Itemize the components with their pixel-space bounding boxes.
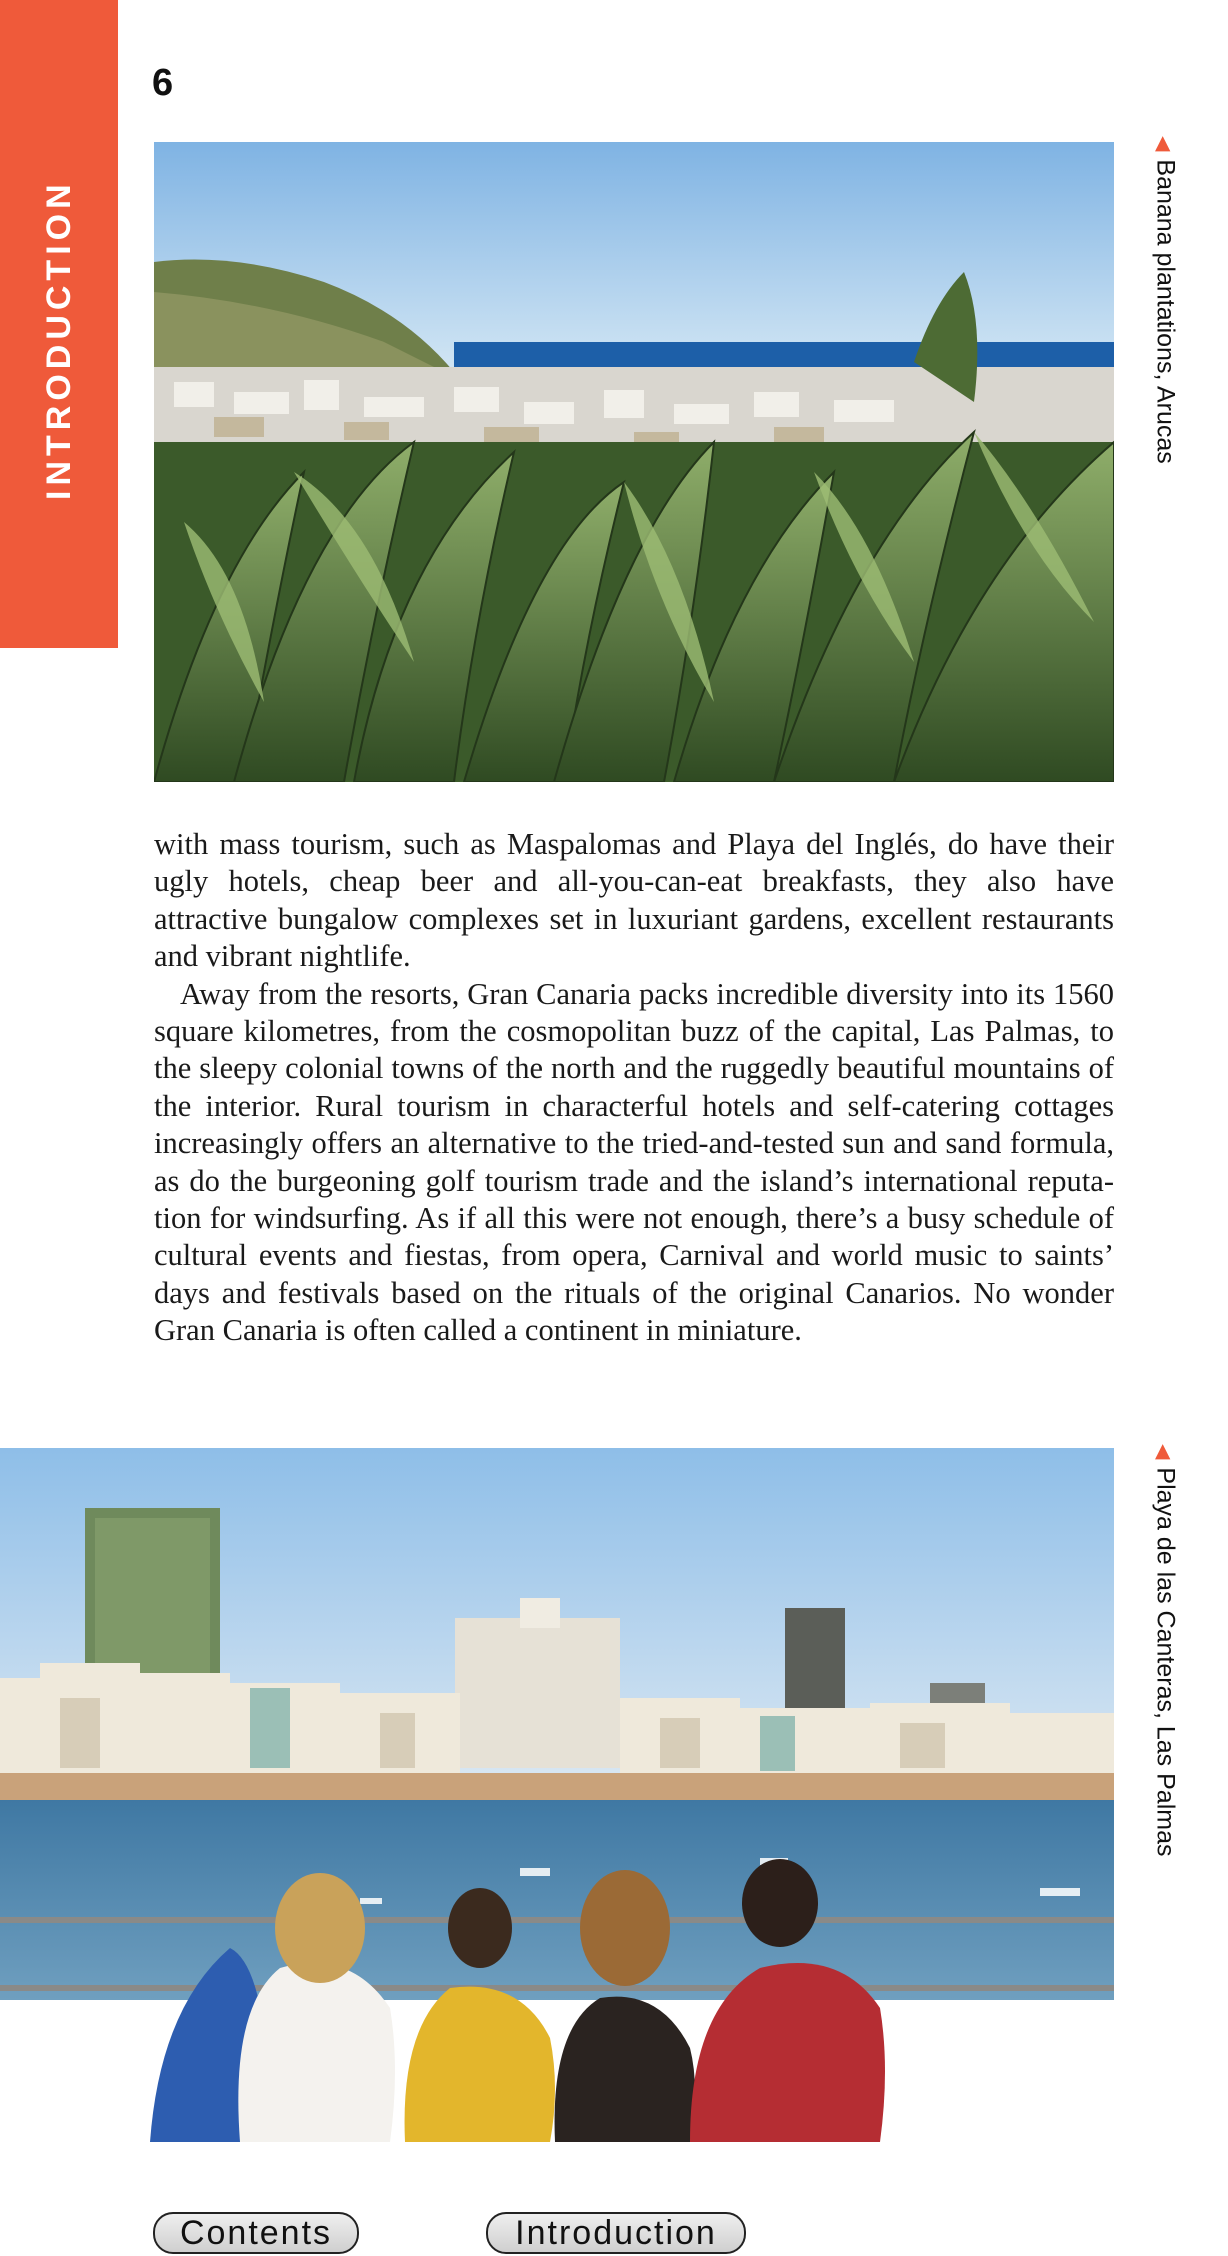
caption-text: Banana plantations, Arucas [1151, 159, 1180, 464]
section-tab [0, 0, 118, 648]
caption-marker-icon: ◀ [1152, 1444, 1175, 1460]
body-text [154, 826, 1114, 1350]
body-paragraph-2: Away from the resorts, Gran Canaria packs incredible diversity into its 1560 square kilometres, from the cosmopolitan buzz of the capital, Las Palmas, to the sleepy colonial towns of the north and the ruggedly beautiful mountains of the interior. Rural tourism in characterful hotels and self-catering cottages increasingly offers an alternative to the tried-and-tested sun and sand formula, as do the burgeoning golf tourism trade and the island’s international reputation for windsurfing. As if all this were not enough, there’s a busy schedule of cultural events and fiestas, from opera, Carnival and world music to saints’ days and festivals based on the rituals of the original Canarios. No wonder Gran Canaria is often called a continent in miniature. [154, 976, 1114, 1348]
introduction-button[interactable]: Introduction [486, 2212, 746, 2254]
caption-text: Playa de las Canteras, Las Palmas [1151, 1467, 1180, 1857]
photo-caption-canteras [1153, 1444, 1178, 1856]
photo-caption-banana [1153, 136, 1178, 464]
body-paragraph-1: with mass tourism, such as Maspalomas and Playa del Inglés, do have their ugly hotels, cheap beer and all-you-can-eat breakfasts, they also have attractive bungalow complexes set in luxuriant gardens, excellent restaurants and vibrant nightlife. [154, 827, 1114, 974]
beach-promenade-illustration [0, 1448, 1114, 2142]
photo-banana-plantations [154, 142, 1114, 782]
section-tab-label: INTRODUCTION [40, 179, 78, 500]
contents-button[interactable]: Contents [153, 2212, 359, 2254]
banana-plantation-illustration [154, 142, 1114, 782]
page-number: 6 [152, 62, 174, 104]
photo-playa-de-las-canteras [0, 1448, 1114, 2142]
caption-marker-icon: ◀ [1152, 136, 1175, 152]
